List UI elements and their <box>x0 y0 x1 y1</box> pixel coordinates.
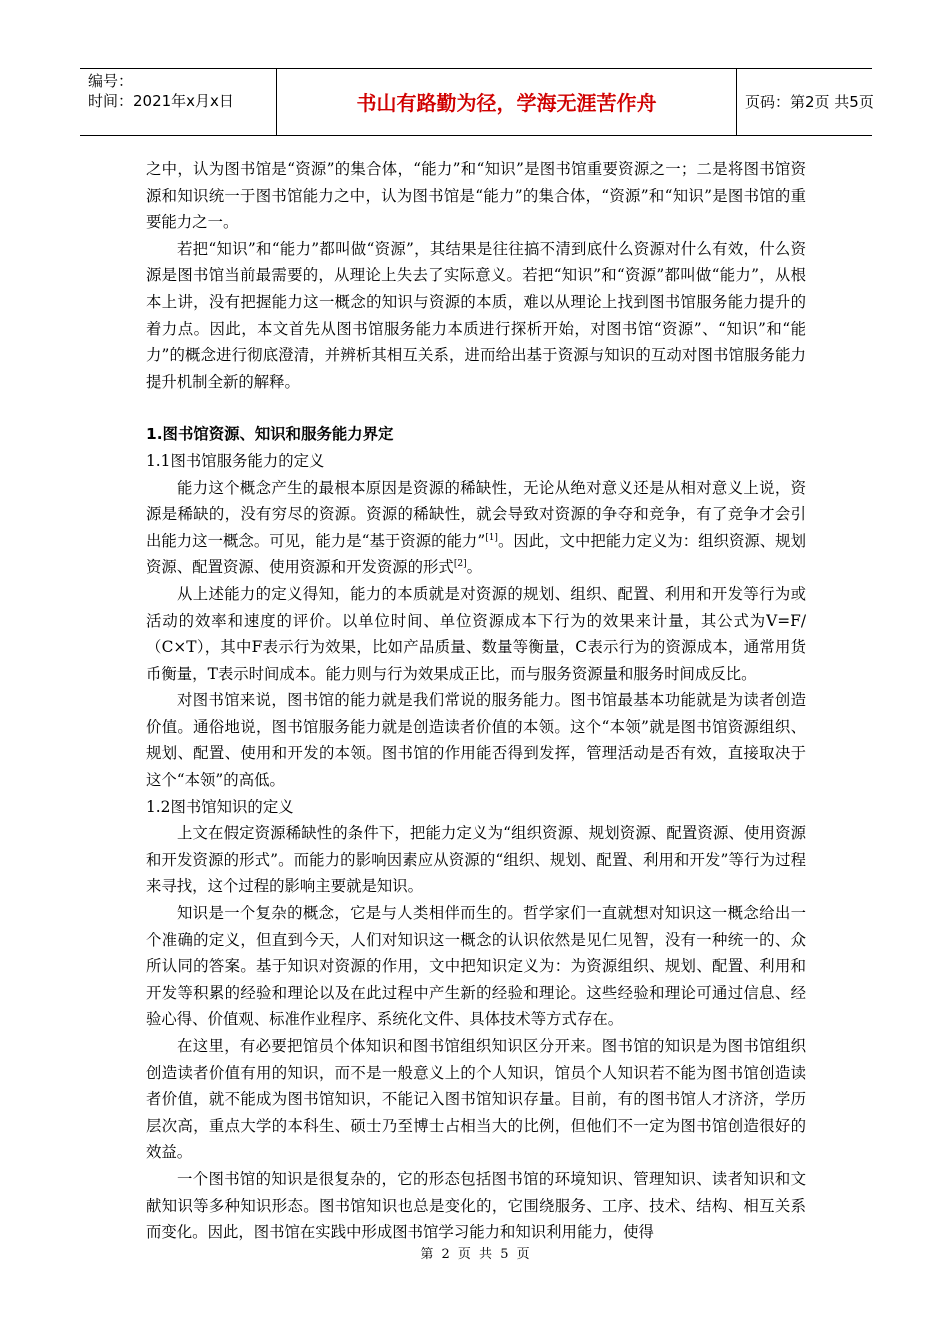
header-motto-cell <box>277 69 737 135</box>
paragraph: 上文在假定资源稀缺性的条件下，把能力定义为“组织资源、规划资源、配置资源、使用资源和开发资源的形式”。而能力的影响因素应从资源的“组织、规划、配置、利用和开发”等行为过程来寻找，这个过程的影响主要就是知识。 <box>146 824 806 896</box>
paragraph: 对图书馆来说，图书馆的能力就是我们常说的服务能力。图书馆最基本功能就是为读者创造价值。通俗地说，图书馆服务能力就是创造读者价值的本领。这个“本领”就是图书馆资源组织、规划、配置、使用和开发的本领。图书馆的作用能否得到发挥，管理活动是否有效，直接取决于这个“本领”的高低。 <box>146 691 806 790</box>
subsection-heading: 1.2图书馆知识的定义 <box>146 797 294 816</box>
citation-ref[interactable]: [2] <box>453 559 467 570</box>
paragraph: 之中，认为图书馆是“资源”的集合体，“能力”和“知识”是图书馆重要资源之一；二是将图书馆资源和知识统一于图书馆能力之中，认为图书馆是“能力”的集合体，“资源”和“知识”是图书馆的重要能力之一。 <box>146 160 806 232</box>
paragraph <box>146 475 806 581</box>
paragraph-text: 能力这个概念产生的最根本原因是资源的稀缺性，无论从绝对意义还是从相对意义上说，资源是稀缺的，没有穷尽的资源。资源的稀缺性，就会导致对资源的争夺和竞争，有了竞争才会引出能力这一概念。可见，能力是“基于资源的能力” <box>146 478 806 550</box>
header-motto: 书山有路勤为径，学海无涯苦作舟 <box>356 91 657 115</box>
section-heading: 1.图书馆资源、知识和服务能力界定 <box>146 425 394 444</box>
document-date-label: 时间：2021年x月x日 <box>88 92 234 110</box>
paragraph: 若把“知识”和“能力”都叫做“资源”，其结果是往往搞不清到底什么资源对什么有效，什么资源是图书馆当前最需要的，从理论上失去了实际意义。若把“知识”和“资源”都叫做“能力”，从根本上讲，没有把握能力这一概念的知识与资源的本质，难以从理论上找到图书馆服务能力提升的着力点。因此，本文首先从图书馆服务能力本质进行探析开始，对图书馆“资源”、“知识”和“能力”的概念进行彻底澄清，并辨析其相互关系，进而给出基于资源与知识的互动对图书馆服务能力提升机制全新的解释。 <box>146 239 806 391</box>
paragraph: 从上述能力的定义得知，能力的本质就是对资源的规划、组织、配置、利用和开发等行为或活动的效率和速度的评价。以单位时间、单位资源成本下行为的效果来计量，其公式为V=F/（C×T），其中F表示行为效果，比如产品质量、数量等衡量，C表示行为的资源成本，通常用货币衡量，T表示时间成本。能力则与行为效果成正比，而与服务资源量和服务时间成反比。 <box>146 584 806 683</box>
page-header <box>80 68 872 136</box>
paragraph-text: 。 <box>466 558 482 577</box>
header-meta-cell <box>80 69 277 135</box>
header-page-cell <box>737 69 872 135</box>
paragraph: 一个图书馆的知识是很复杂的，它的形态包括图书馆的环境知识、管理知识、读者知识和文献知识等多种知识形态。图书馆知识也总是变化的，它围绕服务、工序、技术、结构、相互关系而变化。因此，图书馆在实践中形成图书馆学习能力和知识利用能力，使得 <box>146 1169 806 1242</box>
document-number-label: 编号： <box>88 72 134 90</box>
citation-ref[interactable]: [1] <box>485 532 498 543</box>
paragraph: 知识是一个复杂的概念，它是与人类相伴而生的。哲学家们一直就想对知识这一概念给出一个准确的定义，但直到今天，人们对知识这一概念的认识依然是见仁见智，没有一种统一的、众所认同的答案。基于知识对资源的作用，文中把知识定义为：为资源组织、规划、配置、利用和开发等积累的经验和理论以及在此过程中产生新的经验和理论。这些经验和理论可通过信息、经验心得、价值观、标准作业程序、系统化文件、具体技术等方式存在。 <box>146 904 806 1029</box>
section-spacer <box>146 395 806 421</box>
header-page-info: 页码：第2页 共5页 <box>745 93 874 111</box>
subsection-heading: 1.1图书馆服务能力的定义 <box>146 451 325 470</box>
document-body <box>146 156 806 1246</box>
paragraph: 在这里，有必要把馆员个体知识和图书馆组织知识区分开来。图书馆的知识是为图书馆组织创造读者价值有用的知识，而不是一般意义上的个人知识，馆员个人知识若不能为图书馆创造读者价值，就不能成为图书馆知识，不能记入图书馆知识存量。目前，有的图书馆人才济济，学历层次高，重点大学的本科生、硕士乃至博士占相当大的比例，但他们不一定为图书馆创造很好的效益。 <box>146 1037 806 1162</box>
page-footer: 第 2 页 共 5 页 <box>420 1247 530 1262</box>
paragraph-text: 。因此，文中把能力定义为：组织资源、规划资源、配置资源、使用资源和开发资源的形式 <box>146 531 806 577</box>
